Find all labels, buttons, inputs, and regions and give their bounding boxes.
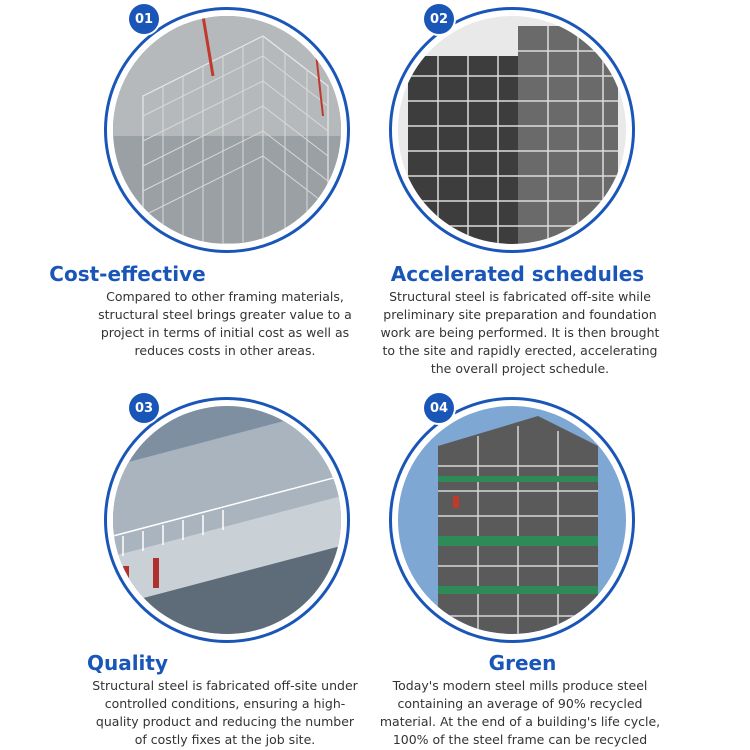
feature-title: Quality [86,651,169,675]
feature-number-badge: 02 [424,4,454,34]
feature-card-green [375,375,750,750]
green-tower-construction-photo [398,406,626,634]
tower-under-construction-photo [398,16,626,244]
feature-card-quality [0,375,375,750]
feature-number-badge: 01 [129,4,159,34]
photo-ring [104,397,350,643]
steel-frame-building-photo [113,16,341,244]
feature-description: Compared to other framing materials, structural steel brings greater value to a project in terms of initial cost as well as reduces costs in other areas. [98,289,352,358]
feature-title: Accelerated schedules [390,262,645,286]
feature-description: Today's modern steel mills produce steel containing an average of 90% recycled material. At the end of a building's life cycle, 100% of the steel frame can be recycled [379,678,661,747]
photo-ring [389,397,635,643]
feature-description: Structural steel is fabricated off-site under controlled conditions, ensuring a high-quality product and reducing the number of costly fixes at the job site. [92,678,358,747]
photo-ring [389,7,635,253]
photo-ring [104,7,350,253]
steel-beams-floor-photo [113,406,341,634]
feature-title: Cost-effective [49,262,206,286]
feature-card-accelerated-schedules [375,0,750,375]
feature-number-badge: 04 [424,393,454,423]
feature-description: Structural steel is fabricated off-site while preliminary site preparation and foundation work are being performed. It is then brought to the site and rapidly erected, accelerating the overall project schedule. [380,289,660,376]
feature-card-cost-effective [0,0,375,375]
feature-title: Green [488,651,557,675]
feature-number-badge: 03 [129,393,159,423]
